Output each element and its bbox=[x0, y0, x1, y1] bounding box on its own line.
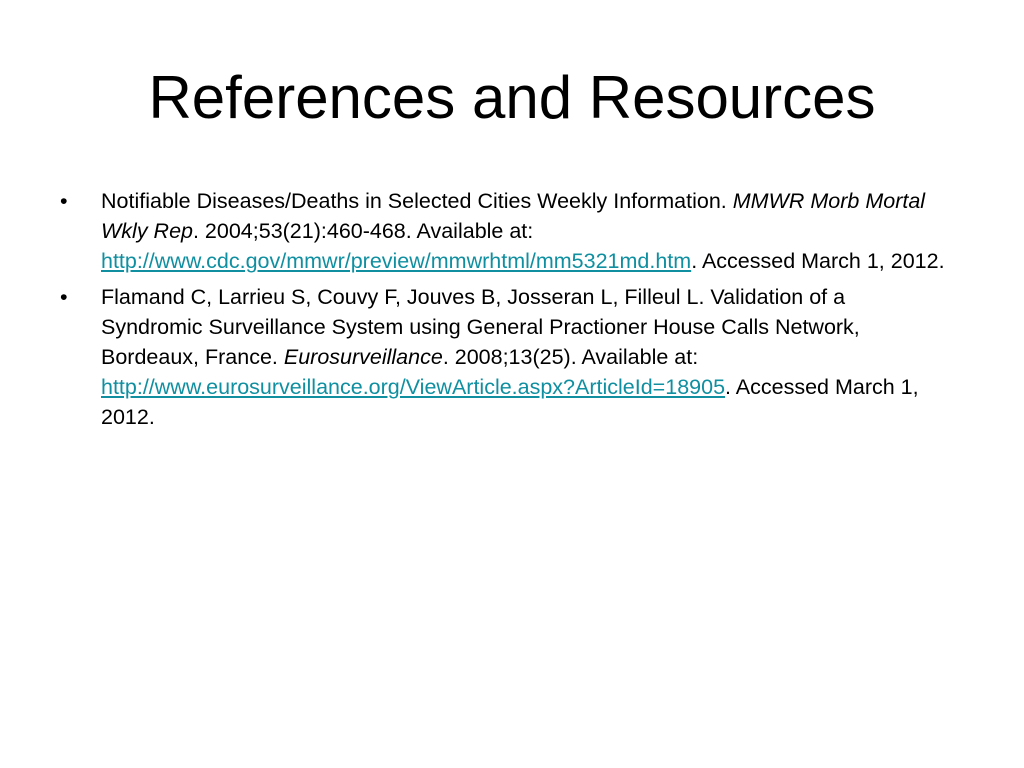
reference-accessed: . Accessed March 1, 2012. bbox=[101, 375, 919, 429]
bullet: • bbox=[60, 285, 68, 309]
reference-list bbox=[60, 186, 950, 438]
reference-item-2 bbox=[60, 282, 950, 432]
reference-accessed: . Accessed March 1, 2012. bbox=[691, 249, 945, 273]
slide-title: References and Resources bbox=[148, 64, 876, 131]
reference-citation: . 2008;13(25). Available at: bbox=[442, 345, 699, 369]
reference-text: Notifiable Diseases/Deaths in Selected Cities Weekly Information. bbox=[101, 189, 733, 213]
reference-citation: . 2004;53(21):460-468. Available at: bbox=[192, 219, 534, 243]
bullet: • bbox=[60, 189, 68, 213]
reference-item-1 bbox=[60, 186, 950, 276]
reference-link[interactable]: http://www.cdc.gov/mmwr/preview/mmwrhtml/mm5321md.htm bbox=[101, 249, 692, 273]
reference-text: Flamand C, Larrieu S, Couvy F, Jouves B, Josseran L, Filleul L. Validation of a Syndromic Surveillance System using General Practioner House Calls Network, Bordeaux, France. bbox=[101, 285, 860, 369]
journal-name: Eurosurveillance bbox=[283, 345, 443, 369]
reference-link[interactable]: http://www.eurosurveillance.org/ViewArticle.aspx?ArticleId=18905 bbox=[101, 375, 726, 399]
journal-name: MMWR Morb Mortal Wkly Rep bbox=[101, 189, 926, 243]
